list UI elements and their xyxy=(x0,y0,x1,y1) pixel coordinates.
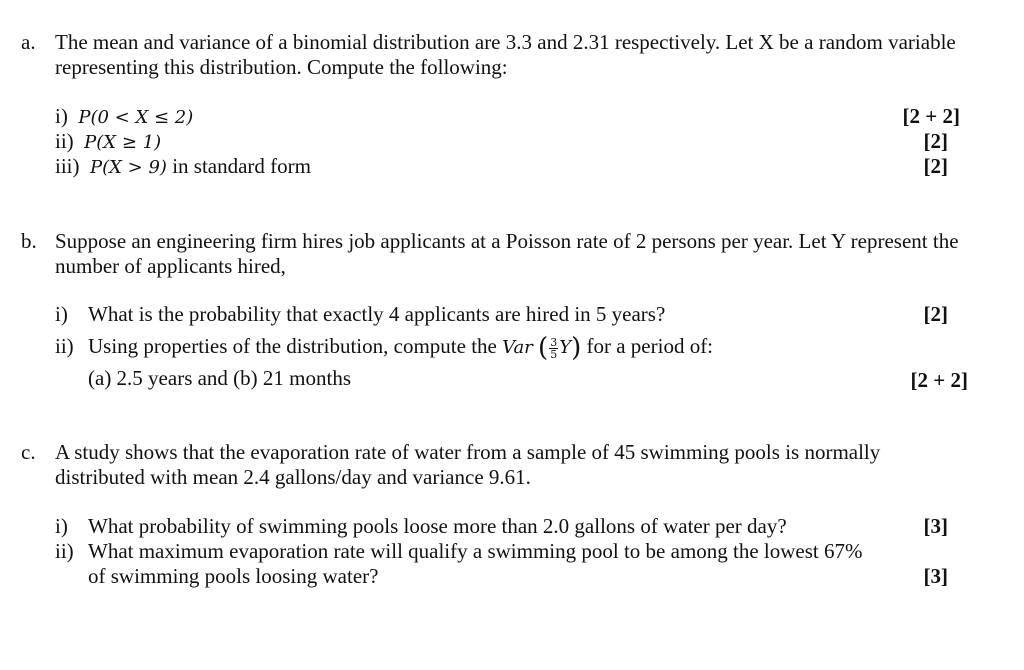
fraction xyxy=(549,337,558,360)
question-a-line2: representing this distribution. Compute the following: xyxy=(55,55,508,79)
question-b-subparts: (a) 2.5 years and (b) 21 months xyxy=(88,366,352,390)
item-text-after: for a period of: xyxy=(581,334,714,358)
item-text: What probability of swimming pools loose more than 2.0 gallons of water per day? xyxy=(88,514,787,538)
question-a-line1: The mean and variance of a binomial distribution are 3.3 and 2.31 respectively. Let X be a random variable xyxy=(55,30,956,54)
question-a-item-3 xyxy=(55,154,311,180)
question-c-item-1 xyxy=(55,514,787,538)
item-number: ii) xyxy=(55,539,74,563)
question-c-item-2 xyxy=(55,539,863,563)
question-c-line1: A study shows that the evaporation rate of water from a sample of 45 swimming pools is normally xyxy=(55,440,881,464)
item-number: ii) xyxy=(55,129,74,153)
question-a-item-3-mark: [2] xyxy=(923,154,948,178)
var-label: Var xyxy=(502,337,533,358)
question-b-line2: number of applicants hired, xyxy=(55,254,286,278)
question-a-item-1 xyxy=(55,104,193,130)
question-c-letter: c. xyxy=(21,440,36,464)
question-b-item-1 xyxy=(55,302,665,326)
item-text: in standard form xyxy=(166,154,311,178)
var-symbol: Y xyxy=(559,337,572,358)
question-c-item-1-mark: [3] xyxy=(923,514,948,538)
question-a-item-2-mark: [2] xyxy=(923,129,948,153)
item-number: iii) xyxy=(55,154,80,178)
question-b-letter: b. xyxy=(21,229,37,253)
question-c-line2: distributed with mean 2.4 gallons/day and variance 9.61. xyxy=(55,465,531,489)
question-a-item-1-mark: [2 + 2] xyxy=(902,104,960,128)
math-expression: P(X > 9) xyxy=(90,157,167,178)
question-a-item-2 xyxy=(55,129,161,155)
math-expression: P(0 < X ≤ 2) xyxy=(78,107,194,128)
item-text: What maximum evaporation rate will qualify a swimming pool to be among the lowest 67% xyxy=(88,539,863,563)
item-number: ii) xyxy=(55,334,74,358)
question-b-line1: Suppose an engineering firm hires job applicants at a Poisson rate of 2 persons per year. Let Y represent the xyxy=(55,229,959,253)
question-b-item-2 xyxy=(55,333,714,364)
item-number: i) xyxy=(55,104,68,128)
item-text: Using properties of the distribution, compute the xyxy=(88,334,503,358)
math-expression: P(X ≥ 1) xyxy=(84,132,162,153)
close-paren: ) xyxy=(571,333,582,364)
fraction-denominator: 5 xyxy=(550,347,558,361)
item-text: What is the probability that exactly 4 applicants are hired in 5 years? xyxy=(88,302,666,326)
fraction-numerator: 3 xyxy=(550,335,558,349)
question-c-item-2-mark: [3] xyxy=(923,564,948,588)
question-b-subparts-mark: [2 + 2] xyxy=(910,368,968,392)
question-c-item-2-line2: of swimming pools loosing water? xyxy=(88,564,379,588)
question-a-letter: a. xyxy=(21,30,36,54)
question-b-item-1-mark: [2] xyxy=(923,302,948,326)
item-number: i) xyxy=(55,514,68,538)
item-number: i) xyxy=(55,302,68,326)
open-paren: ( xyxy=(538,333,549,364)
